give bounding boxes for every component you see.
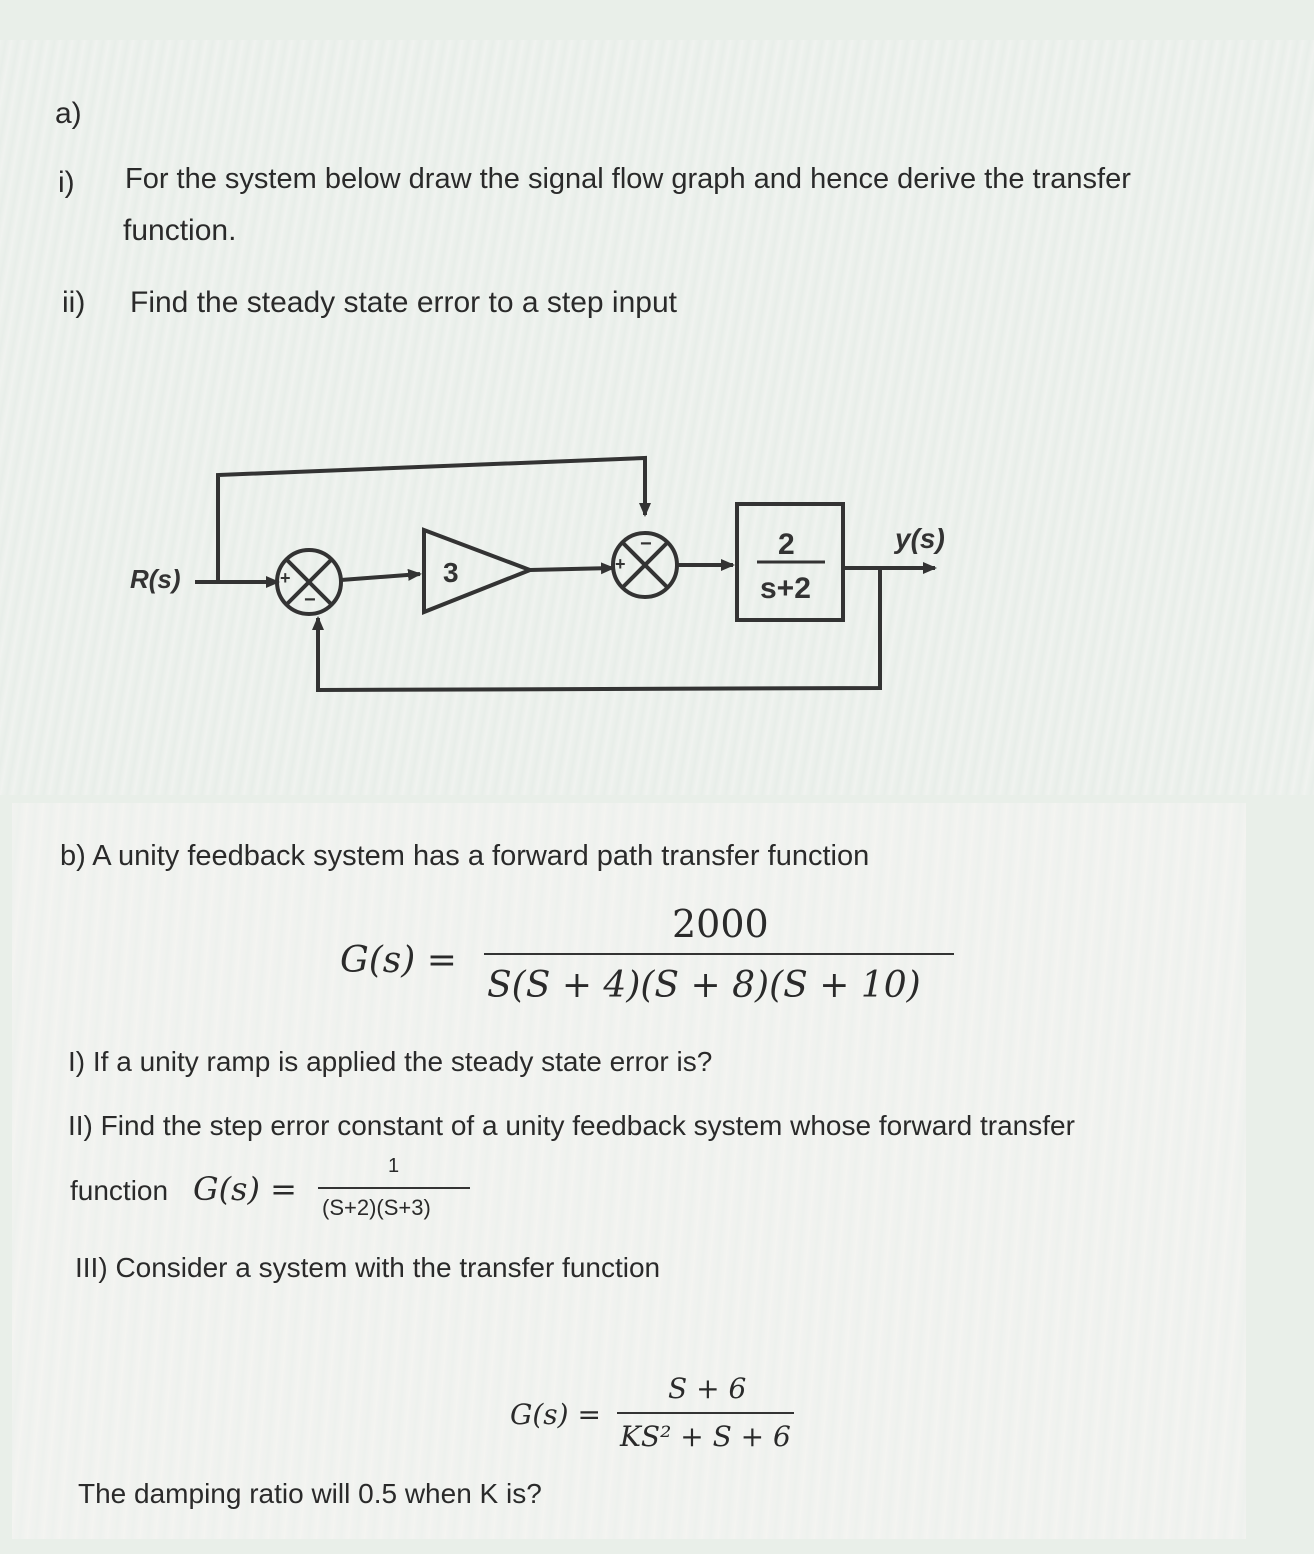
eq3-lhs: G(s) = bbox=[510, 1398, 601, 1431]
input-label: R(s) bbox=[130, 564, 181, 594]
gain-value: 3 bbox=[443, 557, 459, 588]
question-2-prefix: function bbox=[70, 1175, 169, 1206]
part-b-intro: b) A unity feedback system has a forward path transfer function bbox=[60, 840, 870, 872]
block-denominator: s+2 bbox=[760, 572, 811, 605]
sum2-plus-sign: + bbox=[615, 554, 626, 574]
part-a-label: a) bbox=[55, 97, 82, 130]
eq2-fraction-bar bbox=[318, 1187, 470, 1189]
gain-block bbox=[424, 530, 530, 612]
closing-question: The damping ratio will 0.5 when K is? bbox=[78, 1478, 542, 1509]
eq1-lhs: G(s) = bbox=[340, 940, 457, 981]
question-1: I) If a unity ramp is applied the steady state error is? bbox=[68, 1046, 713, 1077]
eq2-lhs: G(s) = bbox=[193, 1170, 297, 1208]
question-3: III) Consider a system with the transfer function bbox=[75, 1252, 661, 1283]
eq2-denominator: (S+2)(S+3) bbox=[322, 1195, 431, 1220]
sum1-minus-sign: − bbox=[304, 589, 316, 611]
block-numerator: 2 bbox=[778, 528, 795, 561]
item-ii-number: ii) bbox=[62, 286, 86, 319]
eq3-denominator: KS² + S + 6 bbox=[620, 1420, 791, 1453]
item-i-line2: function. bbox=[123, 214, 237, 247]
eq3-fraction-bar bbox=[617, 1412, 794, 1414]
eq1-denominator: S(S + 4)(S + 8)(S + 10) bbox=[487, 965, 921, 1006]
output-label: y(s) bbox=[895, 523, 945, 554]
eq1-numerator: 2000 bbox=[672, 902, 769, 946]
item-i-line1: For the system below draw the signal flow graph and hence derive the transfer bbox=[125, 163, 1131, 195]
eq2-numerator: 1 bbox=[388, 1155, 400, 1177]
question-2-line1: II) Find the step error constant of a unity feedback system whose forward transfer bbox=[68, 1110, 1075, 1141]
eq1-fraction-bar bbox=[484, 953, 954, 955]
item-i-number: i) bbox=[58, 166, 75, 199]
sum2-minus-sign: − bbox=[640, 533, 652, 555]
item-ii-text: Find the steady state error to a step input bbox=[130, 286, 677, 319]
sum2-input-wire bbox=[530, 568, 613, 570]
block-diagram bbox=[0, 0, 1314, 760]
sum1-plus-sign: + bbox=[280, 568, 291, 588]
eq3-numerator: S + 6 bbox=[668, 1372, 747, 1405]
gain-input-wire bbox=[341, 574, 420, 580]
